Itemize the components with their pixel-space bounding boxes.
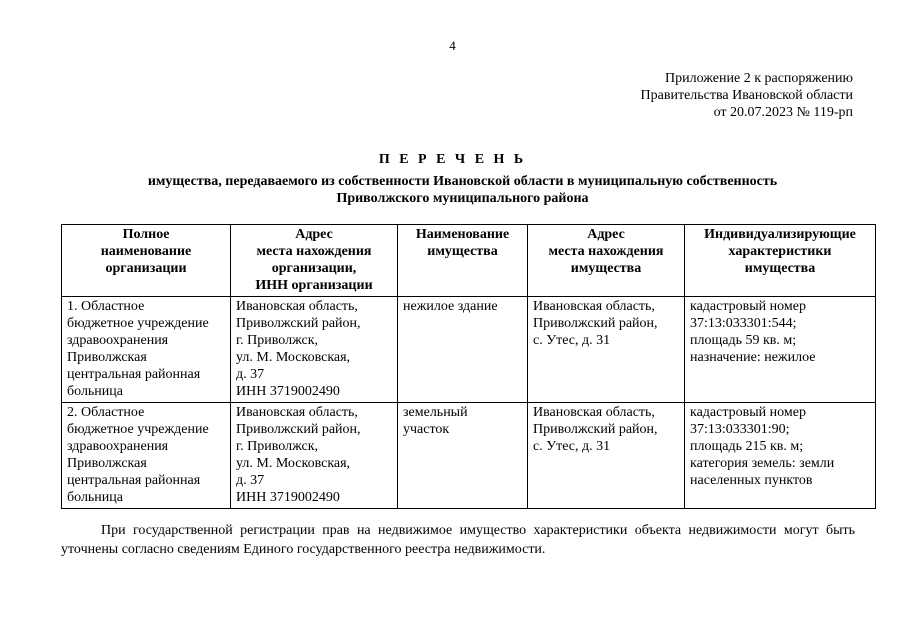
header-organization — [62, 225, 231, 297]
cell-organization — [62, 403, 231, 509]
cell-line: Приволжский район, — [533, 422, 658, 437]
cell-line: бюджетное учреждение — [67, 316, 209, 331]
cell-property-address — [528, 403, 685, 509]
cell-line: 37:13:033301:544; — [690, 316, 797, 331]
header-characteristics — [685, 225, 876, 297]
header-line: организации — [105, 261, 187, 276]
cell-line: г. Приволжск, — [236, 333, 319, 348]
property-table — [61, 224, 876, 509]
cell-line: ул. М. Московская, — [236, 456, 351, 471]
cell-line: населенных пунктов — [690, 473, 813, 488]
cell-property-name — [398, 403, 528, 509]
subtitle-line: Приволжского муниципального района — [336, 191, 589, 206]
cell-property-name — [398, 297, 528, 403]
cell-line: ул. М. Московская, — [236, 350, 351, 365]
header-line: ИНН организации — [255, 278, 373, 293]
header-line: имущества — [744, 261, 816, 276]
cell-line: площадь 215 кв. м; — [690, 439, 804, 454]
cell-line: центральная районная — [67, 367, 201, 382]
header-property-address — [528, 225, 685, 297]
header-line: Адрес — [587, 227, 625, 242]
cell-line: Приволжская — [67, 350, 147, 365]
cell-line: с. Утес, д. 31 — [533, 333, 611, 348]
header-line: Полное — [122, 227, 170, 242]
cell-line: д. 37 — [236, 473, 265, 488]
table-header-row — [62, 225, 876, 297]
cell-line: 37:13:033301:90; — [690, 422, 790, 437]
header-line: организации, — [271, 261, 357, 276]
cell-line: кадастровый номер — [690, 299, 806, 314]
cell-org-address — [231, 297, 398, 403]
subtitle-line: имущества, передаваемого из собственности Ивановской области в муниципальную собственность — [147, 174, 778, 189]
appendix-header — [641, 70, 853, 121]
header-line: имущества — [570, 261, 642, 276]
cell-line: с. Утес, д. 31 — [533, 439, 611, 454]
cell-line: здравоохранения — [67, 333, 169, 348]
header-property-name — [398, 225, 528, 297]
header-line: места нахождения — [548, 244, 664, 259]
cell-line: 2. Областное — [67, 405, 145, 420]
appendix-line: Приложение 2 к распоряжению — [665, 71, 853, 86]
cell-line: кадастровый номер — [690, 405, 806, 420]
header-line: наименование — [100, 244, 192, 259]
cell-line: Ивановская область, — [533, 299, 655, 314]
cell-line: больница — [67, 490, 123, 505]
cell-characteristics — [685, 297, 876, 403]
header-line: Наименование — [415, 227, 510, 242]
document-subtitle — [60, 173, 865, 207]
appendix-line: от 20.07.2023 № 119-рп — [713, 105, 853, 120]
cell-line: назначение: нежилое — [690, 350, 816, 365]
header-org-address — [231, 225, 398, 297]
header-line: Индивидуализирующие — [704, 227, 856, 242]
cell-line: участок — [403, 422, 450, 437]
cell-line: Ивановская область, — [533, 405, 655, 420]
header-line: имущества — [427, 244, 498, 259]
header-line: характеристики — [728, 244, 832, 259]
cell-line: Ивановская область, — [236, 405, 358, 420]
cell-line: Приволжский район, — [533, 316, 658, 331]
header-line: места нахождения — [256, 244, 372, 259]
cell-line: нежилое здание — [403, 299, 498, 314]
cell-line: Приволжский район, — [236, 422, 361, 437]
table-row — [62, 297, 876, 403]
cell-org-address — [231, 403, 398, 509]
cell-line: Приволжский район, — [236, 316, 361, 331]
cell-characteristics — [685, 403, 876, 509]
cell-line: 1. Областное — [67, 299, 145, 314]
cell-line: земельный — [403, 405, 468, 420]
header-line: Адрес — [295, 227, 333, 242]
cell-line: центральная районная — [67, 473, 201, 488]
cell-line: д. 37 — [236, 367, 265, 382]
cell-property-address — [528, 297, 685, 403]
cell-line: Ивановская область, — [236, 299, 358, 314]
appendix-line: Правительства Ивановской области — [640, 88, 853, 103]
page-number: 4 — [449, 38, 456, 53]
cell-line: ИНН 3719002490 — [236, 490, 340, 505]
cell-line: бюджетное учреждение — [67, 422, 209, 437]
cell-line: Приволжская — [67, 456, 147, 471]
cell-line: здравоохранения — [67, 439, 169, 454]
cell-line: площадь 59 кв. м; — [690, 333, 797, 348]
footnote-paragraph: При государственной регистрации прав на недвижимое имущество характеристики объекта недвижимости могут быть уточнены согласно сведениям Единого государственного реестра недвижимости. — [61, 523, 855, 557]
cell-line: больница — [67, 384, 123, 399]
cell-line: г. Приволжск, — [236, 439, 319, 454]
table-row — [62, 403, 876, 509]
document-title: П Е Р Е Ч Е Н Ь — [378, 152, 527, 167]
cell-organization — [62, 297, 231, 403]
cell-line: ИНН 3719002490 — [236, 384, 340, 399]
cell-line: категория земель: земли — [690, 456, 835, 471]
